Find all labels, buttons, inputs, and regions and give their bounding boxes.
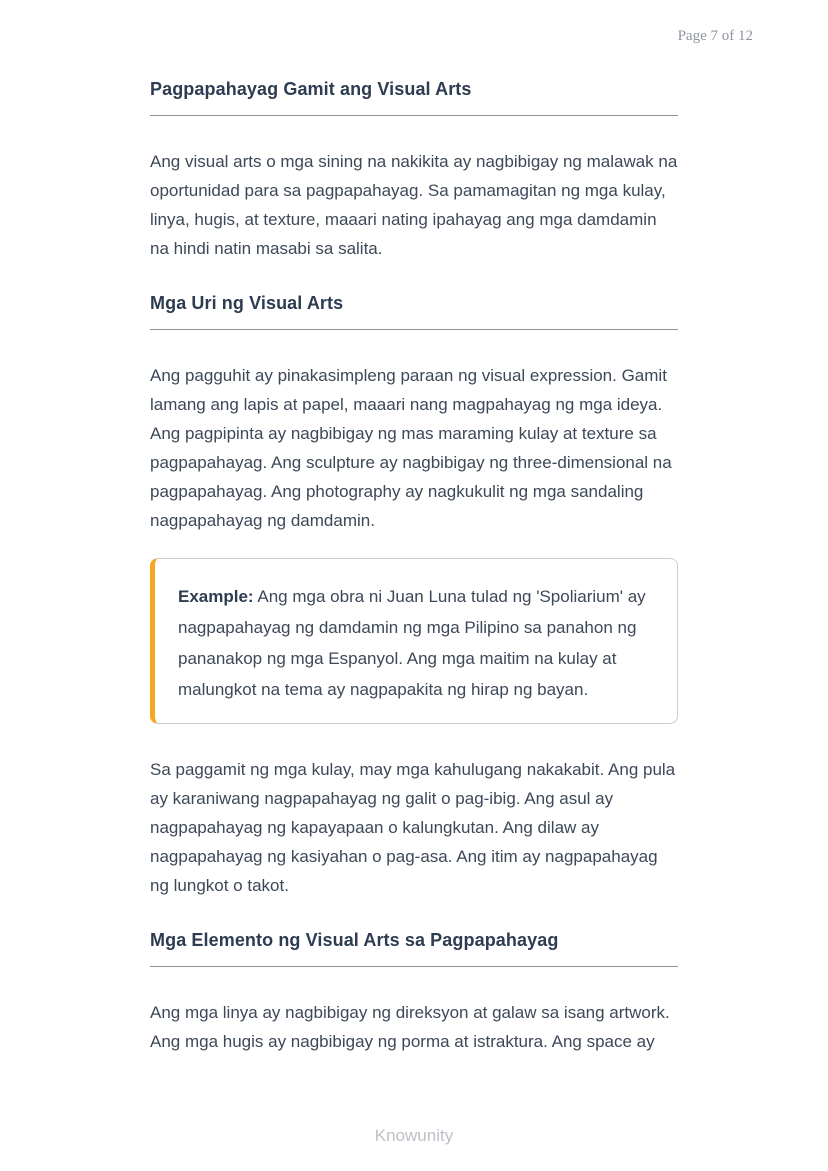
paragraph-uri: Ang pagguhit ay pinakasimpleng paraan ng visual expression. Gamit lamang ang lapis at papel, maaari nang magpahayag ng mga ideya. Ang pagpipinta ay nagbibigay ng mas maraming kulay at texture sa pagpapahayag. Ang sculpture ay nagbibigay ng three-dimensional na pagpapahayag. Ang photography ay nagkukulit ng mga sandaling nagpapahayag ng damdamin.	[150, 366, 672, 530]
paragraph-elemento: Ang mga linya ay nagbibigay ng direksyon at galaw sa isang artwork. Ang mga hugis ay nagbibigay ng porma at istraktura. Ang space ay	[150, 1003, 670, 1051]
example-text	[178, 581, 649, 705]
footer-brand: Knowunity	[374, 1126, 454, 1145]
document-content	[150, 0, 678, 1056]
example-body: Ang mga obra ni Juan Luna tulad ng 'Spoliarium' ay nagpapahayag ng damdamin ng mga Pilipino sa panahon ng pananakop ng mga Espanyol. Ang mga maitim na kulay at malungkot na tema ay nagpapakita ng hirap ng bayan.	[178, 587, 646, 699]
example-callout	[150, 558, 678, 724]
paragraph-intro: Ang visual arts o mga sining na nakikita ay nagbibigay ng malawak na oportunidad para sa pagpapahayag. Sa pamamagitan ng mga kulay, linya, hugis, at texture, maaari nating ipahayag ang mga damdamin na hindi natin masabi sa salita.	[150, 152, 678, 258]
paragraph-kulay: Sa paggamit ng mga kulay, may mga kahulugang nakakabit. Ang pula ay karaniwang nagpapahayag ng galit o pag-ibig. Ang asul ay nagpapahayag ng kapayapaan o kalungkutan. Ang dilaw ay nagpapahayag ng kasiyahan o pag-asa. Ang itim ay nagpapahayag ng lungkot o takot.	[150, 760, 676, 895]
example-label: Example:	[178, 587, 254, 606]
section-heading-mga-elemento: Mga Elemento ng Visual Arts sa Pagpapahayag	[150, 928, 678, 967]
page-number-indicator: Page 7 of 12	[677, 28, 753, 44]
section-heading-pagpapahayag: Pagpapahayag Gamit ang Visual Arts	[150, 77, 678, 116]
section-heading-mga-uri: Mga Uri ng Visual Arts	[150, 291, 678, 330]
